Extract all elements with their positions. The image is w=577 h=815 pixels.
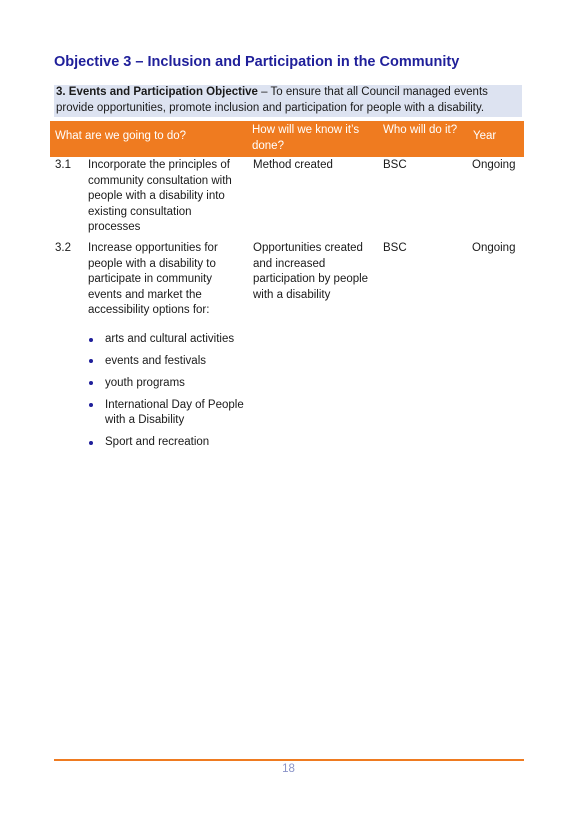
row-number: 3.2 <box>55 242 71 254</box>
page-number: 18 <box>282 763 295 775</box>
bullet-dot-icon <box>89 381 93 385</box>
bullet-item <box>88 376 248 392</box>
bullet-item <box>88 332 248 348</box>
bullet-text: arts and cultural activities <box>105 333 235 345</box>
row-responsible: BSC <box>383 159 407 171</box>
header-year: Year <box>473 130 497 142</box>
row-measure: Method created <box>253 159 333 171</box>
header-who: Who will do it? <box>383 124 458 136</box>
row-action: Increase opportunities for people with a disability to participate in community events and market the accessibility options for: <box>88 242 218 317</box>
bullet-item <box>88 398 248 429</box>
footer-divider <box>54 759 524 761</box>
objective-label: 3. Events and Participation Objective <box>56 86 258 98</box>
bullet-text: Sport and recreation <box>105 436 210 449</box>
header-what: What are we going to do? <box>55 130 187 142</box>
bullet-dot-icon <box>89 441 93 445</box>
bullet-item <box>88 435 248 451</box>
bullet-text: youth programs <box>105 376 185 389</box>
table-header <box>50 121 524 157</box>
objective-box <box>54 85 522 117</box>
row-measure: Opportunities created and increased participation by people with a disability <box>253 242 369 301</box>
bullet-text: International Day of People with a Disability <box>105 398 244 427</box>
bullet-dot-icon <box>89 338 93 342</box>
row-year: Ongoing <box>472 159 516 171</box>
bullet-dot-icon <box>89 359 93 363</box>
objective-text: – To ensure that all Council managed events provide opportunities, promote inclusion and participation for people with a disability. <box>56 86 488 114</box>
bullet-item <box>88 354 248 370</box>
bullet-list <box>88 332 248 457</box>
page-title: Objective 3 – Inclusion and Participation in the Community <box>54 54 460 70</box>
row-action: Incorporate the principles of community consultation with people with a disability into existing consultation processes <box>88 159 232 234</box>
row-year: Ongoing <box>472 242 516 254</box>
bullet-text: events and festivals <box>105 354 207 367</box>
row-number: 3.1 <box>55 159 71 171</box>
bullet-dot-icon <box>89 403 93 407</box>
header-how: How will we know it’s done? <box>252 124 360 152</box>
row-responsible: BSC <box>383 242 407 254</box>
